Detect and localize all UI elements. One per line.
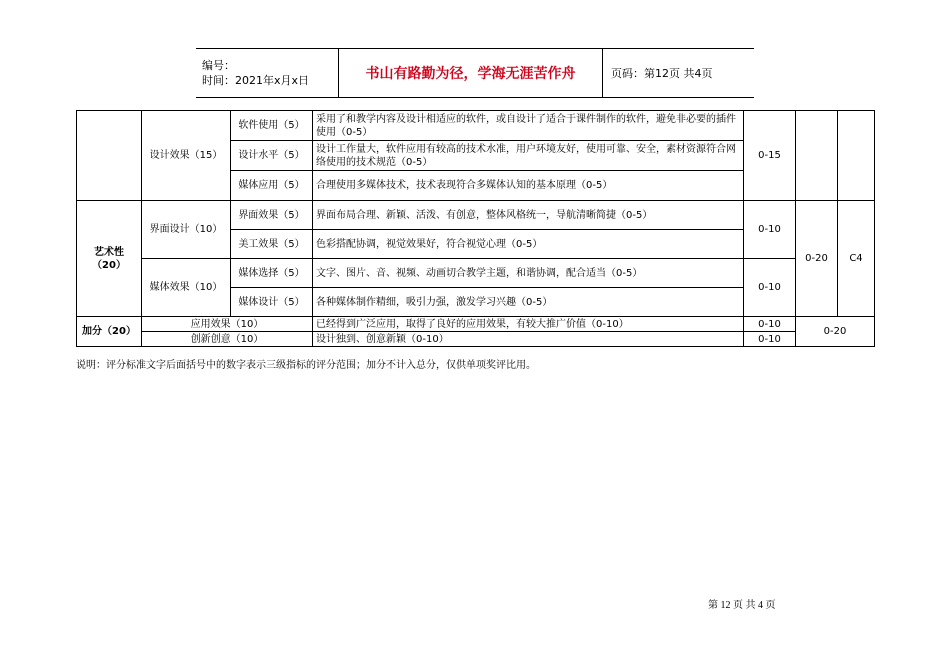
- media-effect-label: 媒体效果（10）: [142, 259, 231, 317]
- empty-cell: [796, 111, 838, 201]
- empty-category-cell: [77, 111, 142, 201]
- criterion-description: 已经得到广泛应用，取得了良好的应用效果，有较大推广价值（0-10）: [313, 317, 744, 332]
- criterion-name: 创新创意（10）: [142, 332, 313, 347]
- motto-text: 书山有路勤为径，学海无涯苦作舟: [365, 66, 576, 82]
- page-footer: 第 12 页 共 4 页: [708, 600, 776, 611]
- scoring-table: [76, 110, 875, 347]
- document-number-label: 编号：: [202, 59, 235, 72]
- interface-score-range: 0-10: [744, 201, 796, 259]
- criterion-description: 设计工作量大，软件应用有较高的技术水准，用户环境友好，使用可靠、安全，素材资源符合网络使用的技术规范（0-5）: [313, 141, 744, 171]
- table-row: [77, 259, 875, 288]
- criterion-score-range: 0-10: [744, 317, 796, 332]
- criterion-name: 设计水平（5）: [231, 141, 313, 171]
- criterion-description: 色彩搭配协调，视觉效果好，符合视觉心理（0-5）: [313, 230, 744, 259]
- bonus-total-range: 0-20: [796, 317, 875, 347]
- criterion-name: 应用效果（10）: [142, 317, 313, 332]
- art-total-range: 0-20: [796, 201, 838, 317]
- criterion-description: 采用了和教学内容及设计相适应的软件，或自设计了适合于课件制作的软件，避免非必要的插件使用（0-5）: [313, 111, 744, 141]
- empty-cell: [838, 111, 875, 201]
- criterion-description: 各种媒体制作精细，吸引力强，激发学习兴趣（0-5）: [313, 288, 744, 317]
- criterion-description: 文字、图片、音、视频、动画切合教学主题，和谐协调，配合适当（0-5）: [313, 259, 744, 288]
- criterion-name: 美工效果（5）: [231, 230, 313, 259]
- criterion-description: 界面布局合理、新颖、活泼、有创意，整体风格统一，导航清晰简捷（0-5）: [313, 201, 744, 230]
- table-note: 说明：评分标准文字后面括号中的数字表示三级指标的评分范围；加分不计入总分，仅供单项奖评比用。: [76, 360, 536, 371]
- criterion-name: 媒体应用（5）: [231, 171, 313, 201]
- table-row: [77, 201, 875, 230]
- bonus-category-label: 加分（20）: [77, 317, 142, 347]
- criterion-name: 媒体选择（5）: [231, 259, 313, 288]
- table-row: [77, 111, 875, 141]
- criterion-name: 软件使用（5）: [231, 111, 313, 141]
- design-effect-label: 设计效果（15）: [142, 111, 231, 201]
- media-score-range: 0-10: [744, 259, 796, 317]
- table-row: [77, 317, 875, 332]
- header-page-info: [603, 49, 754, 97]
- page-header: [196, 48, 754, 98]
- interface-design-label: 界面设计（10）: [142, 201, 231, 259]
- criterion-score-range: 0-10: [744, 332, 796, 347]
- document-time-label: 时间：2021年x月x日: [202, 74, 310, 87]
- art-code: C4: [838, 201, 875, 317]
- criterion-name: 界面效果（5）: [231, 201, 313, 230]
- criterion-name: 媒体设计（5）: [231, 288, 313, 317]
- criterion-description: 合理使用多媒体技术，技术表现符合多媒体认知的基本原理（0-5）: [313, 171, 744, 201]
- table-row: [77, 332, 875, 347]
- art-category-label: 艺术性（20）: [77, 201, 142, 317]
- header-motto: [339, 49, 603, 97]
- header-meta: [196, 49, 339, 97]
- criterion-description: 设计独到、创意新颖（0-10）: [313, 332, 744, 347]
- page-info-text: 页码：第12页 共4页: [611, 67, 713, 80]
- design-score-range: 0-15: [744, 111, 796, 201]
